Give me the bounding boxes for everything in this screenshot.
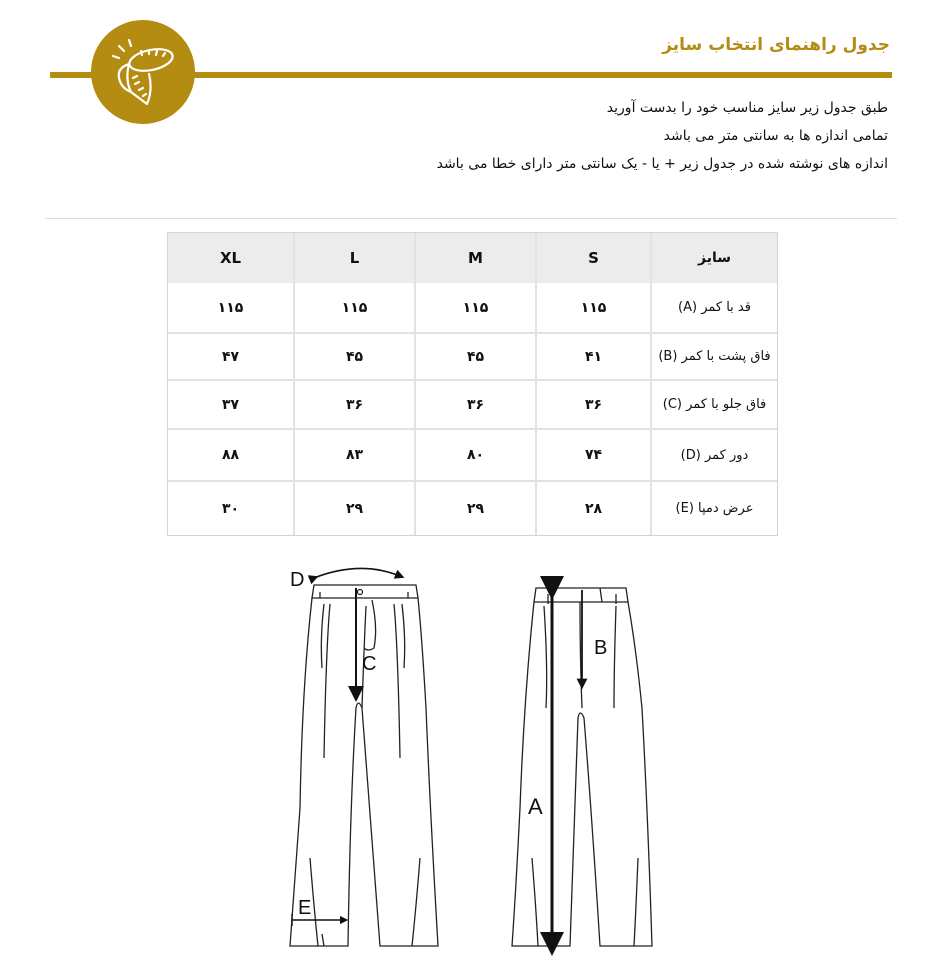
table-cell: ۲۹ [295, 482, 416, 535]
row-label: قد با کمر (A) [652, 283, 777, 334]
table-row [168, 381, 777, 430]
table-cell: ۲۸ [537, 482, 652, 535]
column-header: L [295, 233, 416, 283]
column-header: XL [168, 233, 295, 283]
table-cell: ۸۳ [295, 430, 416, 482]
table-cell: ۱۱۵ [416, 283, 537, 334]
intro-line: طبق جدول زیر سایز مناسب خود را بدست آورید [606, 100, 888, 116]
table-cell: ۴۷ [168, 334, 295, 381]
column-header: M [416, 233, 537, 283]
column-header: S [537, 233, 652, 283]
table-cell: ۳۰ [168, 482, 295, 535]
size-table [167, 232, 778, 536]
measuring-tape-icon [91, 20, 195, 124]
table-cell: ۷۴ [537, 430, 652, 482]
row-label: فاق پشت با کمر (B) [652, 334, 777, 381]
table-cell: ۲۹ [416, 482, 537, 535]
front-trousers-drawing [290, 585, 438, 946]
table-cell: ۱۱۵ [168, 283, 295, 334]
column-header: سایز [652, 233, 777, 283]
table-header-row [168, 233, 777, 283]
table-cell: ۴۵ [416, 334, 537, 381]
table-cell: ۴۱ [537, 334, 652, 381]
row-label: دور کمر (D) [652, 430, 777, 482]
intro-line: اندازه های نوشته شده در جدول زیر + یا - یک سانتی متر دارای خطا می باشد [436, 156, 888, 172]
row-label: عرض دمپا (E) [675, 501, 754, 516]
section-divider [45, 218, 897, 219]
measurement-diagram [280, 558, 670, 962]
row-label: فاق جلو با کمر (C) [652, 381, 777, 430]
intro-line: تمامی اندازه ها به سانتی متر می باشد [663, 128, 888, 144]
table-cell: ۳۶ [537, 381, 652, 430]
table-cell: ۸۰ [416, 430, 537, 482]
table-row [168, 482, 777, 535]
label-a: A [528, 794, 543, 819]
table-cell: ۳۷ [168, 381, 295, 430]
table-row [168, 283, 777, 334]
intro-text [188, 94, 888, 178]
table-cell: ۱۱۵ [537, 283, 652, 334]
table-cell: ۳۶ [416, 381, 537, 430]
table-cell: ۱۱۵ [295, 283, 416, 334]
table-cell: ۳۶ [295, 381, 416, 430]
label-b: B [594, 637, 608, 659]
table-row [168, 334, 777, 381]
label-c: C [362, 653, 377, 675]
page-title: جدول راهنمای انتخاب سایز [662, 35, 890, 55]
table-cell: ۴۵ [295, 334, 416, 381]
table-cell: ۸۸ [168, 430, 295, 482]
trousers-diagram [280, 558, 670, 958]
table-row [168, 430, 777, 482]
label-d: D [290, 569, 305, 591]
measuring-tape-badge [91, 20, 195, 124]
label-e: E [298, 897, 312, 919]
